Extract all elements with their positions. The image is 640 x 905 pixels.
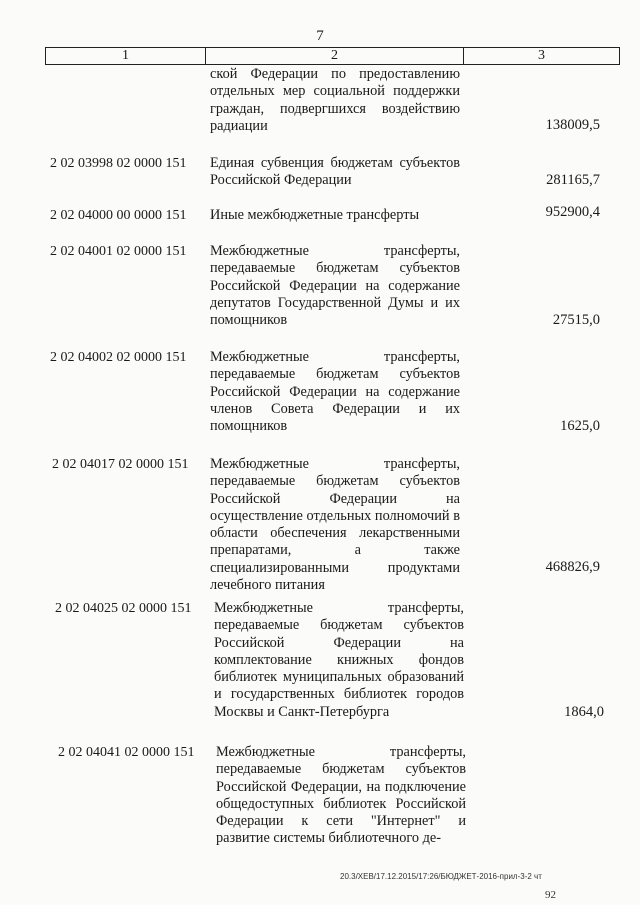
- row-code: 2 02 04017 02 0000 151: [52, 457, 189, 472]
- table-header: [45, 47, 620, 65]
- row-description: Межбюджетные трансферты, передаваемые бюджетам субъектов Российской Федерации, на подключение общедоступных библиотек Российской Федерации к сети "Интернет" и развитие системы библиотечного де-: [216, 744, 466, 847]
- row-description: Межбюджетные трансферты, передаваемые бюджетам субъектов Российской Федерации на содержание депутатов Государственной Думы и их помощников: [210, 243, 460, 329]
- row-amount: 1625,0: [560, 418, 600, 434]
- row-code: 2 02 04025 02 0000 151: [55, 601, 192, 616]
- row-amount: 1864,0: [564, 704, 604, 720]
- column-header-3: 3: [538, 48, 545, 63]
- row-amount: 138009,5: [545, 117, 600, 133]
- row-amount: 952900,4: [545, 204, 600, 220]
- row-description: Единая субвенция бюджетам субъектов Российской Федерации: [210, 155, 460, 189]
- row-code: 2 02 04041 02 0000 151: [58, 745, 195, 760]
- row-description: Иные межбюджетные трансферты: [210, 207, 420, 223]
- page-number: 7: [316, 28, 324, 44]
- row-amount: 27515,0: [552, 312, 600, 328]
- row-code: 2 02 04000 00 0000 151: [50, 208, 187, 223]
- column-header-1: 1: [46, 48, 206, 64]
- row-code: 2 02 04002 02 0000 151: [50, 350, 187, 365]
- row-description: Межбюджетные трансферты, передаваемые бюджетам субъектов Российской Федерации на комплектование книжных фондов библиотек муниципальных образований и государственных библиотек городов Москвы и Санкт-Петербурга: [214, 600, 464, 720]
- row-code: 2 02 04001 02 0000 151: [50, 244, 187, 259]
- footer-stamp: 20.3/ХЕВ/17.12.2015/17:26/БЮДЖЕТ-2016-прил-3-2 чт: [340, 872, 542, 881]
- column-header-2: 2: [206, 48, 464, 64]
- row-code: 2 02 03998 02 0000 151: [50, 156, 187, 171]
- row-amount: 281165,7: [546, 172, 600, 188]
- row-description: Межбюджетные трансферты, передаваемые бюджетам субъектов Российской Федерации на содержание членов Совета Федерации и их помощников: [210, 349, 460, 435]
- row-description: ской Федерации по предоставлению отдельных мер социальной поддержки граждан, подвергшихся воздействию радиации: [210, 66, 460, 134]
- row-amount: 468826,9: [545, 559, 600, 575]
- corner-mark: 92: [545, 889, 556, 901]
- row-description: Межбюджетные трансферты, передаваемые бюджетам субъектов Российской Федерации на осуществление отдельных полномочий в области обеспечения лекарственными препаратами, а также специализированными продуктами лечебного питания: [210, 456, 460, 594]
